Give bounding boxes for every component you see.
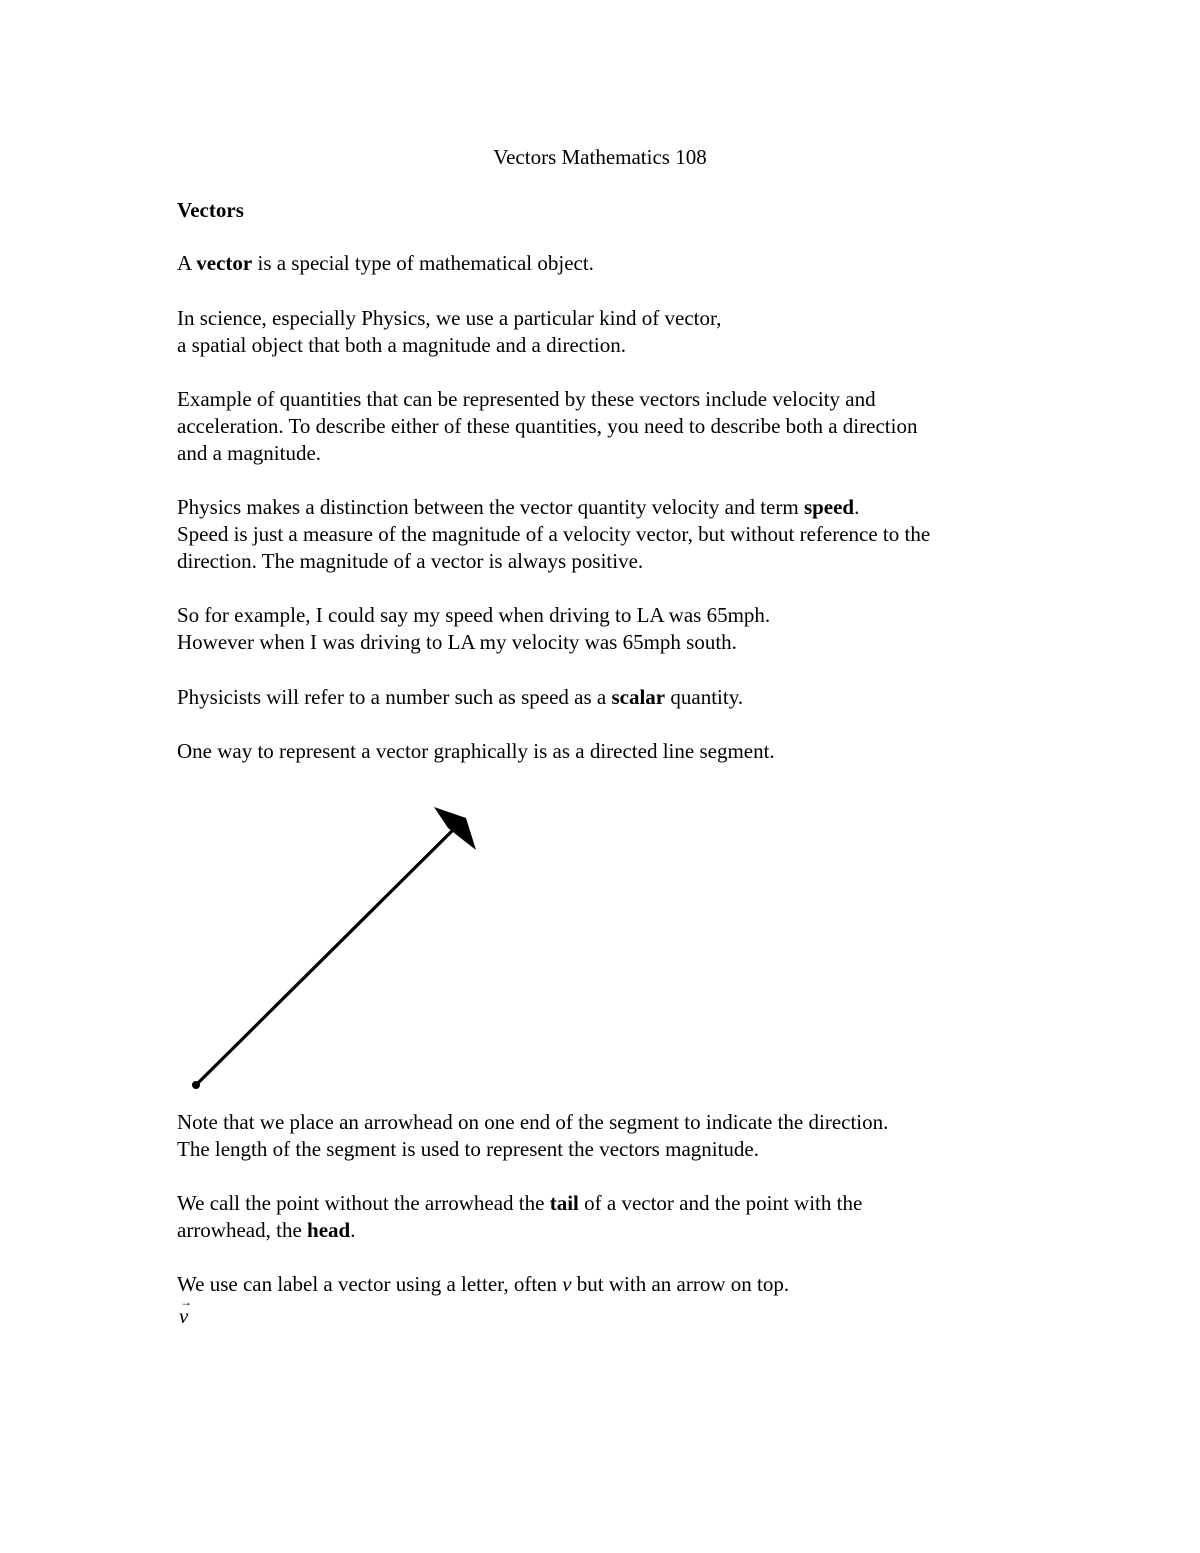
- text: is a special type of mathematical object.: [252, 251, 594, 275]
- arrow-over-icon: →: [180, 1295, 192, 1309]
- text: but with an arrow on top.: [571, 1272, 790, 1296]
- paragraph-vector-definition: [177, 250, 1057, 277]
- paragraph-examples: [177, 386, 1057, 467]
- bold-term-scalar: scalar: [611, 685, 666, 709]
- paragraph-directed-segment: One way to represent a vector graphically is as a directed line segment.: [177, 739, 775, 763]
- text-line: and a magnitude.: [177, 441, 322, 465]
- vector-letter: v: [179, 1304, 189, 1328]
- paragraph-science-vectors: [177, 305, 1057, 359]
- text: We call the point without the arrowhead the: [177, 1191, 550, 1215]
- vector-tail-point: [192, 1081, 200, 1089]
- text: Physics makes a distinction between the vector quantity velocity and term: [177, 495, 804, 519]
- paragraph-example-driving: [177, 602, 1057, 656]
- text-line: So for example, I could say my speed when driving to LA was 65mph.: [177, 603, 771, 627]
- vector-segment: [196, 828, 455, 1085]
- paragraph-speed: [177, 494, 1057, 575]
- text-line: acceleration. To describe either of these quantities, you need to describe both a direction: [177, 414, 918, 438]
- text-line: [177, 1190, 1057, 1217]
- text-line: Note that we place an arrowhead on one end of the segment to indicate the direction.: [177, 1110, 889, 1134]
- text: of a vector and the point with the: [578, 1191, 863, 1215]
- bold-term-tail: tail: [549, 1191, 579, 1215]
- text: Physicists will refer to a number such as speed as a: [177, 685, 612, 709]
- section-heading: Vectors: [177, 198, 244, 222]
- text: .: [350, 1218, 356, 1242]
- text-line: a spatial object that both a magnitude and a direction.: [177, 333, 627, 357]
- text-line: [177, 494, 1057, 521]
- paragraph-scalar: [177, 684, 1057, 711]
- text: .: [854, 495, 860, 519]
- text: A: [177, 251, 197, 275]
- text: arrowhead, the: [177, 1218, 308, 1242]
- bold-term-head: head: [307, 1218, 351, 1242]
- italic-variable-v: v: [562, 1272, 572, 1296]
- vector-v-label: [177, 1296, 193, 1332]
- text: We use can label a vector using a letter, often: [177, 1272, 563, 1296]
- text-line: The length of the segment is used to represent the vectors magnitude.: [177, 1137, 760, 1161]
- bold-term-vector: vector: [196, 251, 253, 275]
- text-line: However when I was driving to LA my velocity was 65mph south.: [177, 630, 737, 654]
- bold-term-speed: speed: [803, 495, 855, 519]
- text-line: Example of quantities that can be represented by these vectors include velocity and: [177, 387, 876, 411]
- text-line: direction. The magnitude of a vector is always positive.: [177, 549, 644, 573]
- text-line: In science, especially Physics, we use a particular kind of vector,: [177, 306, 722, 330]
- paragraph-tail-head: [177, 1190, 1057, 1244]
- text-line: [177, 1217, 1057, 1244]
- text: quantity.: [665, 685, 744, 709]
- paragraph-labeling: [177, 1271, 1057, 1298]
- document-title: Vectors Mathematics 108: [493, 145, 707, 169]
- vector-arrowhead: [434, 807, 476, 850]
- text-line: Speed is just a measure of the magnitude of a velocity vector, but without reference to the: [177, 522, 931, 546]
- paragraph-arrowhead-note: [177, 1109, 1057, 1163]
